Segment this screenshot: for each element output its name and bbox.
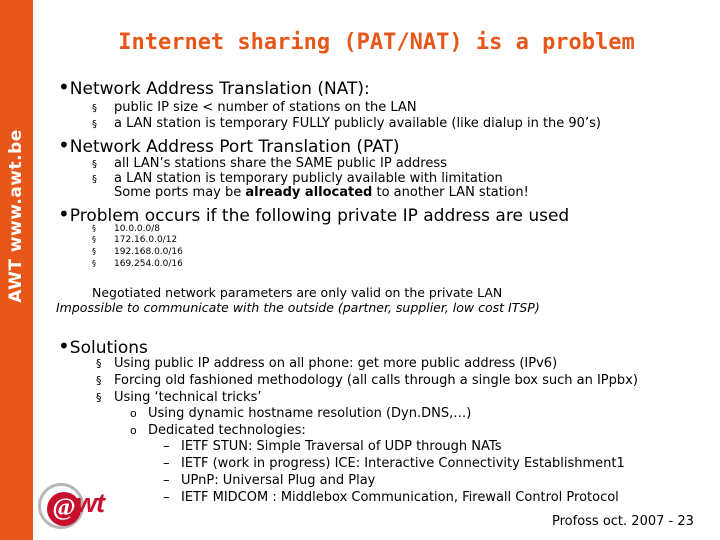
pat-heading: •Network Address Port Translation (PAT)	[58, 133, 400, 157]
sidebar	[0, 0, 33, 540]
problem-note: Negotiated network parameters are only valid on the private LAN	[92, 285, 503, 300]
slide-footer: Profoss oct. 2007 - 23	[552, 514, 694, 529]
sidebar-brand-text: AWT www.awt.be	[6, 129, 26, 303]
ip-range-item: § 169.254.0.0/16	[92, 259, 183, 269]
pat-note: Some ports may be already allocated to another LAN station!	[114, 185, 529, 200]
technology-item: – IETF (work in progress) ICE: Interactive Connectivity Establishment1	[163, 456, 625, 471]
awt-logo	[38, 483, 178, 533]
solution-item: § Using public IP address on all phone: get more public address (IPv6)	[96, 356, 558, 371]
nat-item: § public IP size < number of stations on the LAN	[92, 100, 417, 115]
ip-range-item: § 172.16.0.0/12	[92, 235, 178, 245]
technology-item: – IETF STUN: Simple Traversal of UDP through NATs	[163, 439, 502, 454]
problem-note-italic: Impossible to communicate with the outside (partner, supplier, low cost ITSP)	[56, 300, 540, 315]
pat-item: § a LAN station is temporary publicly available with limitation	[92, 171, 503, 186]
ip-range-item: § 10.0.0.0/8	[92, 224, 160, 234]
technology-item: – IETF MIDCOM : Middlebox Communication, Firewall Control Protocol	[163, 490, 619, 505]
problem-heading: •Problem occurs if the following private IP address are used	[58, 202, 570, 226]
technology-item: – UPnP: Universal Plug and Play	[163, 473, 376, 488]
solution-item: § Forcing old fashioned methodology (all calls through a single box such an IPpbx)	[96, 373, 638, 388]
solutions-heading: •Solutions	[58, 334, 148, 358]
logo-at-icon: @	[38, 483, 84, 529]
logo-text: wt	[76, 488, 104, 518]
nat-heading: •Network Address Translation (NAT):	[58, 75, 370, 99]
pat-item: § all LAN’s stations share the SAME public IP address	[92, 156, 447, 171]
solution-sub-item: o Dedicated technologies:	[130, 423, 306, 438]
ip-range-item: § 192.168.0.0/16	[92, 247, 183, 257]
nat-item: § a LAN station is temporary FULLY publicly available (like dialup in the 90’s)	[92, 116, 601, 131]
solution-sub-item: o Using dynamic hostname resolution (Dyn.DNS,…)	[130, 406, 472, 421]
slide-title: Internet sharing (PAT/NAT) is a problem	[118, 30, 635, 55]
solution-item: § Using ‘technical tricks’	[96, 390, 262, 405]
